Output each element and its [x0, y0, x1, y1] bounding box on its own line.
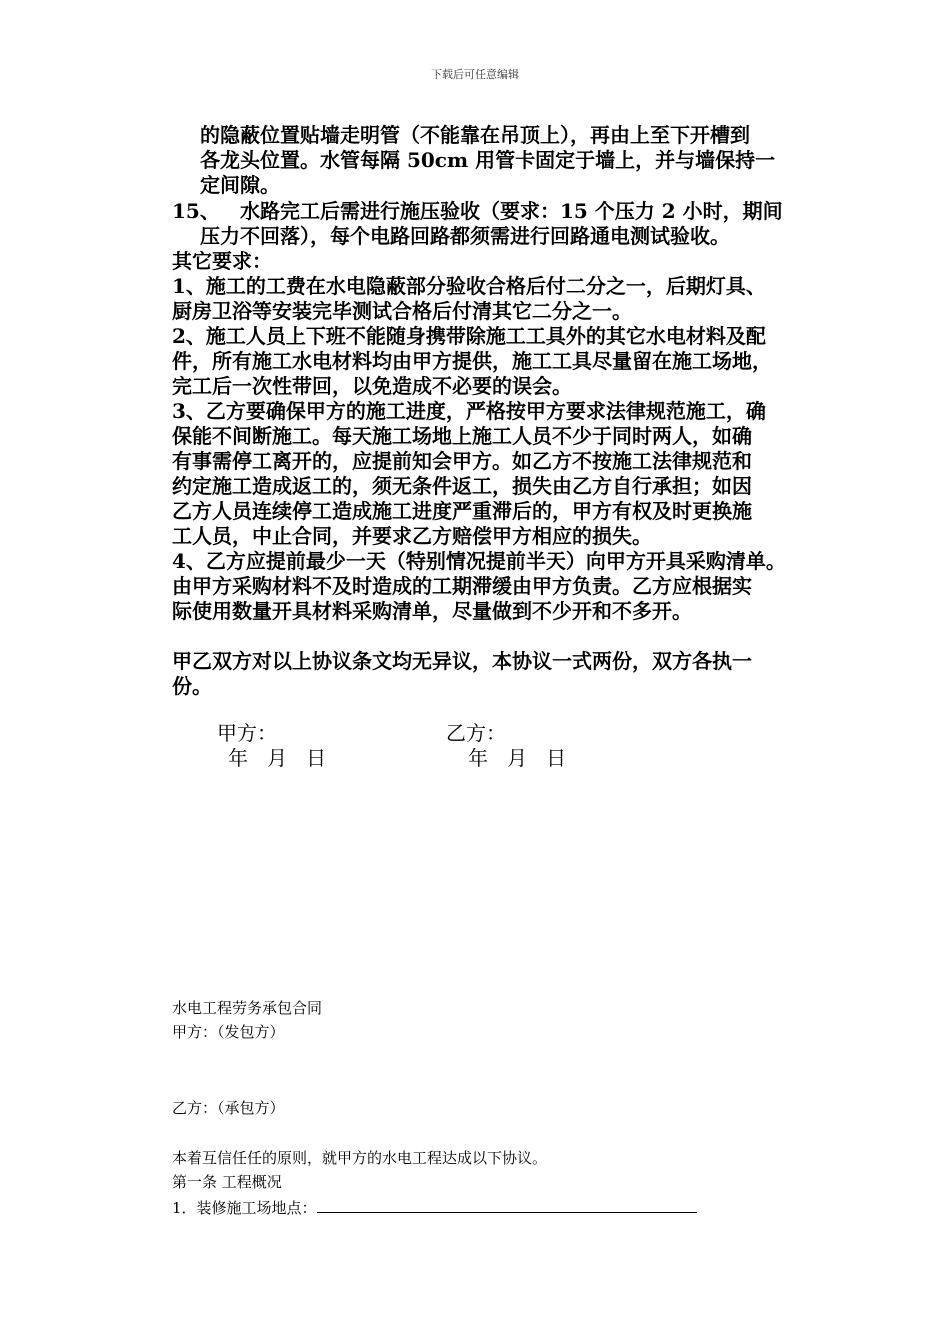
other-p3-line: 工人员，中止合同，并要求乙方赔偿甲方相应的损失。 — [172, 524, 652, 548]
other-p4-line: 4、乙方应提前最少一天（特别情况提前半天）向甲方开具采购清单。 — [172, 549, 786, 573]
other-p4-line: 由甲方采购材料不及时造成的工期滞缓由甲方负责。乙方应根据实 — [172, 574, 752, 598]
other-p1-line: 厨房卫浴等安装完毕测试合格后付清其它二分之一。 — [172, 299, 632, 323]
site-location-row — [172, 1196, 697, 1220]
item14-line-1: 的隐蔽位置贴墙走明管（不能靠在吊顶上），再由上至下开槽到 — [200, 123, 750, 147]
other-p4-line: 际使用数量开具材料采购清单，尽量做到不少开和不多开。 — [172, 599, 692, 623]
agreement-line: 甲乙双方对以上协议条文均无异议，本协议一式两份，双方各执一 — [172, 649, 752, 673]
site-location-blank[interactable] — [317, 1198, 697, 1213]
other-heading: 其它要求： — [172, 249, 272, 273]
other-p3-line: 3、乙方要确保甲方的施工进度，严格按甲方要求法律规范施工，确 — [172, 399, 766, 423]
agreement-line: 份。 — [172, 674, 212, 698]
other-p3-line: 保能不间断施工。每天施工场地上施工人员不少于同时两人，如确 — [172, 424, 752, 448]
article-1-heading: 第一条 工程概况 — [172, 1173, 282, 1191]
item15-number: 15、 — [172, 199, 220, 223]
other-p1-line: 1、施工的工费在水电隐蔽部分验收合格后付二分之一，后期灯具、 — [172, 274, 766, 298]
page-header: 下载后可任意编辑 — [431, 68, 519, 81]
other-p3-line: 乙方人员连续停工造成施工进度严重滞后的，甲方有权及时更换施 — [172, 499, 752, 523]
other-p2-line: 件，所有施工水电材料均由甲方提供，施工工具尽量留在施工场地， — [172, 349, 772, 373]
site-location-label: 1．装修施工场地点： — [172, 1199, 317, 1217]
signature-party-a: 甲方： — [217, 721, 277, 745]
contract-title: 水电工程劳务承包合同 — [172, 999, 323, 1017]
contract-intro: 本着互信任任的原则，就甲方的水电工程达成以下协议。 — [172, 1149, 548, 1167]
contract-party-b: 乙方：（承包方） — [172, 1099, 285, 1117]
signature-date-b: 年 月 日 — [468, 746, 567, 770]
item14-line-2: 各龙头位置。水管每隔 50cm 用管卡固定于墙上，并与墙保持一 — [200, 148, 776, 172]
other-p2-line: 2、施工人员上下班不能随身携带除施工工具外的其它水电材料及配 — [172, 324, 766, 348]
item14-line-3: 定间隙。 — [200, 173, 280, 197]
item15-line-2: 压力不回落），每个电路回路都须需进行回路通电测试验收。 — [200, 224, 730, 248]
other-p3-line: 有事需停工离开的，应提前知会甲方。如乙方不按施工法律规范和 — [172, 449, 752, 473]
other-p3-line: 约定施工造成返工的，须无条件返工，损失由乙方自行承担；如因 — [172, 474, 752, 498]
item15-line-1: 水路完工后需进行施压验收（要求：15 个压力 2 小时，期间 — [240, 199, 783, 223]
signature-party-b: 乙方： — [446, 721, 506, 745]
contract-party-a: 甲方：（发包方） — [172, 1023, 285, 1041]
other-p2-line: 完工后一次性带回，以免造成不必要的误会。 — [172, 374, 572, 398]
signature-date-a: 年 月 日 — [228, 746, 327, 770]
